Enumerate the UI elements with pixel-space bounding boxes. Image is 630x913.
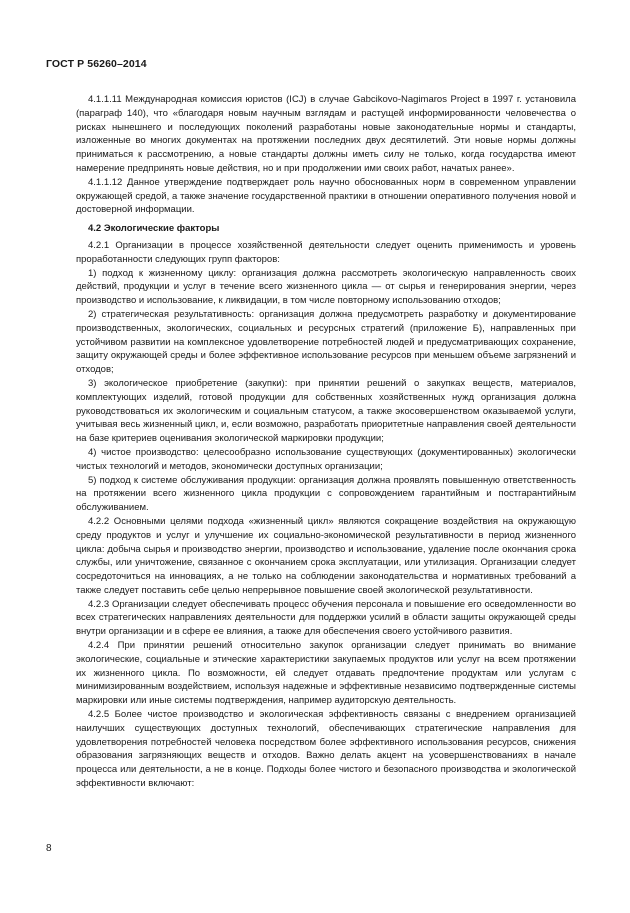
list-item: 4) чистое производство: целесообразно использование существующих (документированных) экологически чистых технологий и методов, экономически доступных организации; [76, 446, 576, 472]
document-body [76, 93, 576, 791]
list-item: 3) экологическое приобретение (закупки): при принятии решений о закупках веществ, материалов, комплектующих изделий, готовой продукции для собственных хозяйственных нужд организация должна руководствоваться их экологическим и социальным статусом, а также экосовершенством оказываемой услуги, учитывая весь жизненный цикл, и, если возможно, разработать приоритетные направления своей деятельности на базе критериев оценивания экологической маркировки продукции; [76, 377, 576, 445]
section-heading: 4.2 Экологические факторы [88, 223, 220, 235]
paragraph: 4.1.1.11 Международная комиссия юристов (ICJ) в случае Gabcikovo-Nagimaros Project в 1997 г. установила (параграф 140), что «благодаря новым научным взглядам и растущей информированности человечества о рисках нынешнего и последующих поколений разработаны новые законодательные нормы и стандарты, изложенные во многих документах на протяжении последних двух десятилетий. Эти новые нормы должны приниматься к рассмотрению, а новые стандарты должны иметь силу не только, когда государства имеют намерение предпринять новые действия, но и при продолжении ими своих работ, начатых ранее». [76, 94, 576, 174]
paragraph: 4.2.3 Организации следует обеспечивать процесс обучения персонала и повышение его осведомленности во всех стратегических направлениях деятельности для поддержки усилий в области защиты окружающей среды внутри организации и в сфере ее влияния, а также для обеспечения своего устойчивого развития. [76, 598, 576, 638]
list-item: 2) стратегическая результативность: организация должна предусмотреть разработку и документирование производственных, экологических, социальных и ресурсных стратегий (приложение Б), направленных при устойчивом развитии на комплексное удовлетворение потребностей людей и предусматривающих сохранение, защиту окружающей среды и более эффективное использование ресурсов при меньшем объеме загрязнений и отходов; [76, 308, 576, 376]
paragraph: 4.2.1 Организации в процессе хозяйственной деятельности следует оценить применимость и уровень проработанности следующих групп факторов: [76, 239, 576, 265]
paragraph: 4.2.4 При принятии решений относительно закупок организации следует принимать во внимание экологические, социальные и этические характеристики закупаемых продуктов или услуг на всем протяжении их жизненного цикла. По возможности, ей следует отдавать предпочтение продуктам или услугам с минимизированным воздействием, используя надежные и эффективные независимо подтвержденные системы маркировки или иные системы подтверждения, например аудиторскую деятельность. [76, 640, 576, 707]
paragraph: 4.2.2 Основными целями подхода «жизненный цикл» являются сокращение воздействия на окружающую среду продуктов и услуг и улучшение их социально-экономической результативности в период жизненного цикла: добыча сырья и производство энергии, производство и использование, удаление после окончания срока службы, или уничтожение, связанное с окончанием срока эксплуатации, или утилизация. Организации следует сосредоточиться на инновациях, а не только на соблюдении законодательства и нормативных требований а также следует поставить себе целью непрерывное повышение своей экологической результативности. [76, 515, 576, 596]
page-number: 8 [46, 843, 52, 854]
paragraph: 4.2.5 Более чистое производство и экологическая эффективность связаны с внедрением организацией наилучших существующих доступных технологий, обеспечивающих стратегические направления для удовлетворения потребностей человека посредством более эффективного использования ресурсов, снижения образования загрязняющих веществ и отходов. Важно делать акцент на усовершенствованиях в начале процесса или деятельности, а не в конце. Подходы более чистого и безопасного производства и экологической эффективности включают: [76, 709, 576, 790]
document-header: ГОСТ Р 56260–2014 [46, 58, 147, 70]
paragraph: 4.1.1.12 Данное утверждение подтверждает роль научно обоснованных норм в современном управлении окружающей средой, а также значение государственной практики в отношении оперативного получения новой и достоверной информации. [76, 176, 576, 216]
list-item: 1) подход к жизненному циклу: организация должна рассмотреть экологическую направленность своих действий, продукции и услуг в течение всего жизненного цикла — от сырья и генерирования энергии, через производство и использование, к ликвидации, в том числе повторному использованию отходов; [76, 267, 576, 307]
list-item: 5) подход к системе обслуживания продукции: организация должна проявлять повышенную ответственность на протяжении всего жизненного цикла продукции с сопровождением гарантийным и постгарантийным обслуживанием. [76, 474, 576, 514]
